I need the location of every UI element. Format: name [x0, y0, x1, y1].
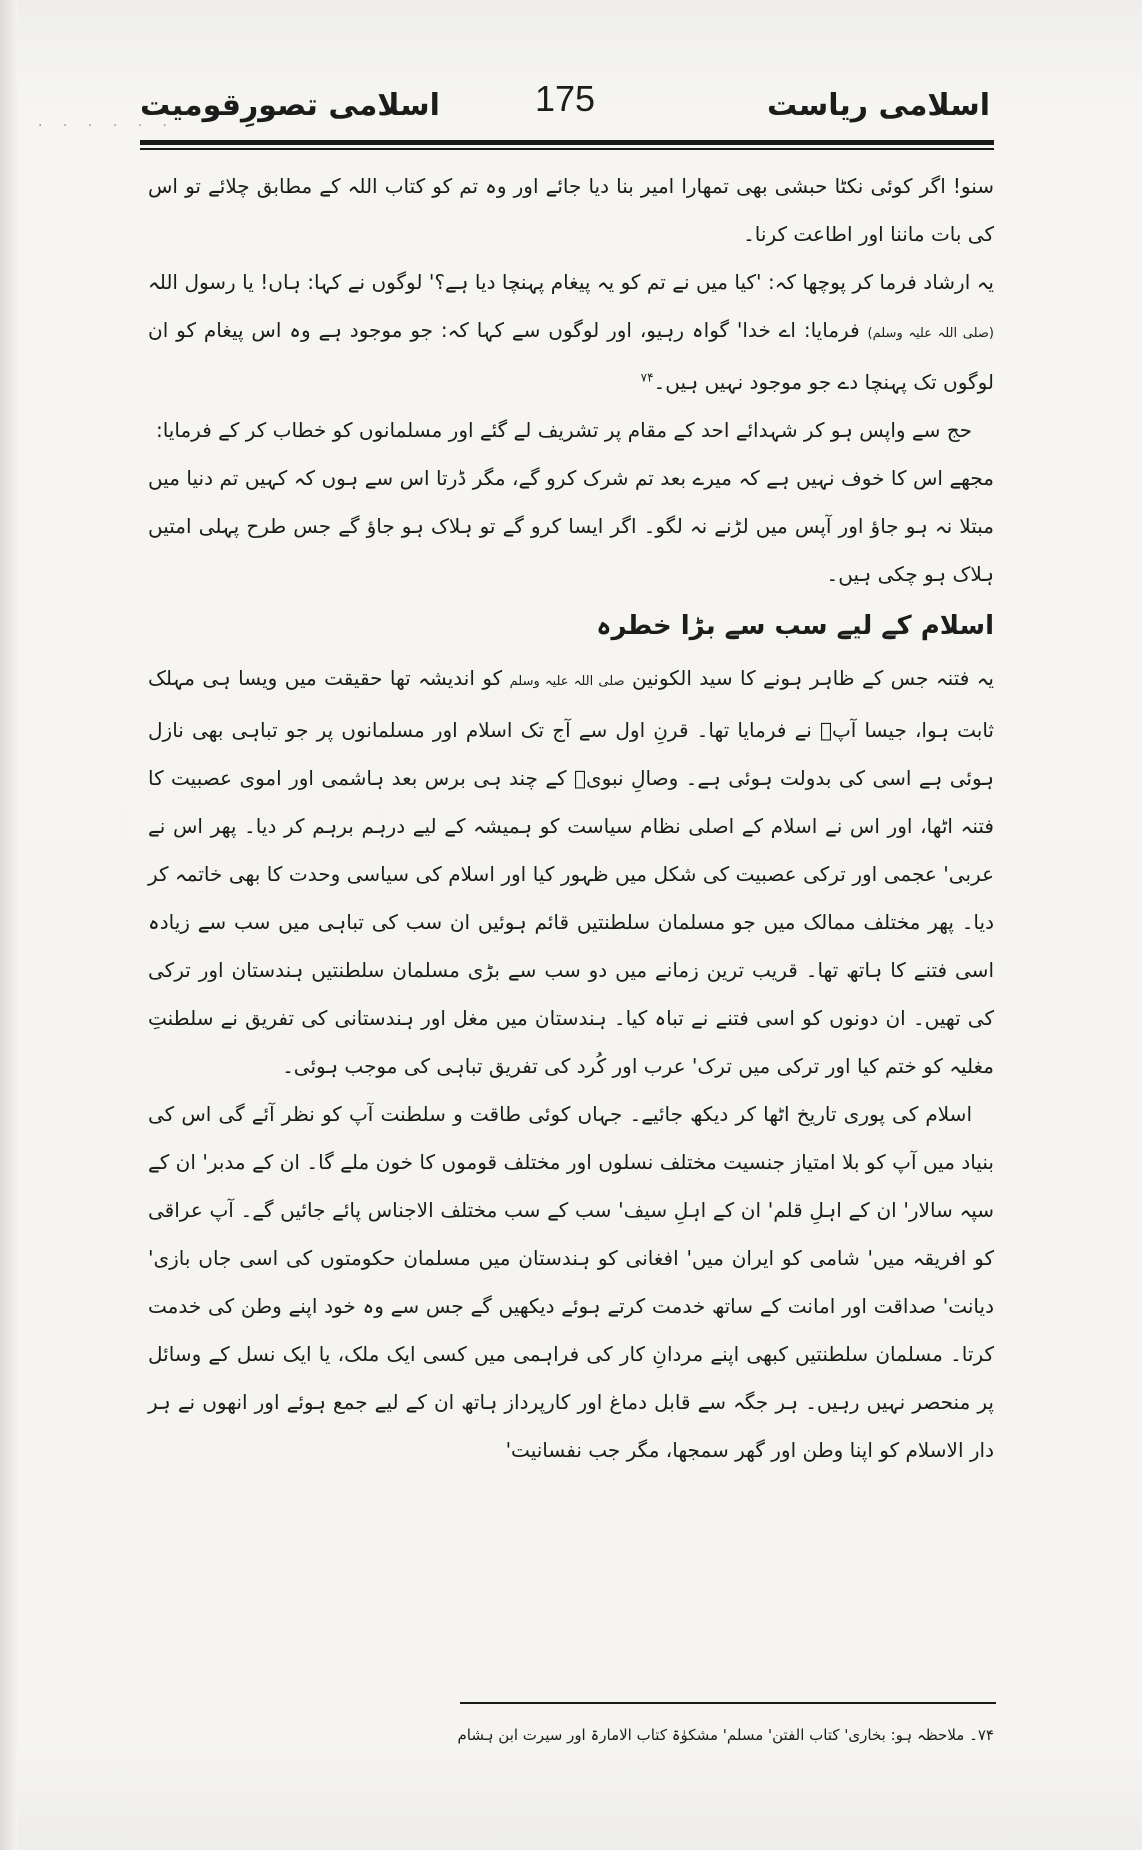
quoted-saying: مجھے اس کا خوف نہیں ہے کہ میرے بعد تم شرک کرو گے، مگر ڈرتا اس سے ہوں کہ کہیں تم دنیا میں مبتلا نہ ہو جاؤ اور آپس میں لڑنے نہ لگو۔ اگر ایسا کرو گے تو ہلاک ہو جاؤ گے جس طرح پہلی امتیں ہلاک ہو چکی ہیں۔ [148, 466, 995, 586]
bleed-through-dots: · · · · · · [38, 118, 175, 134]
paragraph-5-end: کو اندیشہ تھا حقیقت میں ویسا ہی مہلک ثابت ہوا، جیسا آپؐ نے فرمایا تھا۔ قرنِ اول سے آج تک اسلام اور مسلمانوں پر جو تباہی بھی نازل ہوئی ہے اسی کی بدولت ہوئی ہے۔ وصالِ نبویؐ کے چند ہی برس بعد ہاشمی اور اموی عصبیت کا فتنہ اٹھا، اور اس نے اسلام کے اصلی نظام سیاست کو ہمیشہ کے لیے درہم برہم کر دیا۔ پھر اس نے عربی' عجمی اور ترکی عصبیت کی شکل میں ظہور کیا اور اسلام کی سیاسی وحدت کا بھی خاتمہ کر دیا۔ پھر مختلف ممالک میں جو مسلمان سلطنتیں قائم ہوئیں ان سب کی تباہی میں سب سے زیادہ اسی فتنے کا ہاتھ تھا۔ قریب ترین زمانے میں دو سب سے بڑی مسلمان سلطنتیں ہندستان اور ترکی کی تھیں۔ ان دونوں کو اسی فتنے نے تباہ کیا۔ ہندستان میں مغل اور ہندستانی کی تفریق نے سلطنتِ مغلیہ کو ختم کیا اور ترکی میں ترک' عرب اور کُرد کی تفریق تباہی کی موجب ہوئی۔ [148, 666, 994, 1078]
book-title: اسلامی تصورِقومیت [140, 88, 440, 123]
scan-shadow-edge [0, 0, 18, 1850]
running-header [140, 78, 990, 138]
paragraph-6: اسلام کی پوری تاریخ اٹھا کر دیکھ جائیے۔ جہاں کوئی طاقت و سلطنت آپ کو نظر آئے گی اس کی بنیاد میں آپ کو بلا امتیاز جنسیت مختلف نسلوں اور مختلف قوموں کا خون ملے گا۔ ان کے مدبر' ان کے سپہ سالار' ان کے اہلِ قلم' ان کے اہلِ سیف' سب کے سب مختلف الاجناس پائے جائیں گے۔ آپ عراقی کو افریقہ میں' شامی کو ایران میں' افغانی کو ہندستان میں مسلمان حکومتوں کی اسی جاں بازی' دیانت' صداقت اور امانت کے ساتھ خدمت کرتے ہوئے دیکھیں گے جس سے وہ خود اپنے وطن کی خدمت کرتا۔ مسلمان سلطنتیں کبھی اپنے مردانِ کار کی فراہمی میں کسی ایک ملک، یا ایک نسل کے وسائل پر منحصر نہیں رہیں۔ ہر جگہ سے قابل دماغ اور کارپرداز ہاتھ ان کے لیے جمع ہوئے اور انھوں نے ہر دار الاسلام کو اپنا وطن اور گھر سمجھا، مگر جب نفسانیت' [148, 1102, 994, 1462]
footnote: ۷۴۔ ملاحظہ ہو: بخاری' کتاب الفتن' مسلم' مشکوٰۃ کتاب الامارۃ اور سیرت ابن ہشام [457, 1726, 994, 1744]
section-heading: اسلام کے لیے سب سے بڑا خطرہ [596, 611, 994, 641]
paragraph-1: سنو! اگر کوئی نکٹا حبشی بھی تمھارا امیر بنا دیا جائے اور وہ تم کو کتاب اللہ کے مطابق چلائے تو اس کی بات ماننا اور اطاعت کرنا۔ [148, 174, 994, 246]
body-text [148, 162, 994, 1474]
paragraph-2-end: فرمایا: اے خدا' گواہ رہیو، اور لوگوں سے کہا کہ: جو موجود ہے وہ اس پیغام کو ان لوگوں تک پہنچا دے جو موجود نہیں ہیں۔ [148, 318, 994, 394]
chapter-title: اسلامی ریاست [767, 88, 990, 123]
paragraph-2 [148, 258, 994, 406]
honorific: صلی اللہ علیہ وسلم [509, 674, 625, 689]
header-rule-thin [140, 148, 994, 150]
paragraph-2-start: یہ ارشاد فرما کر پوچھا کہ: 'کیا میں نے تم کو یہ پیغام پہنچا دیا ہے؟' لوگوں نے کہا: ہاں! یا رسول اللہ [148, 270, 994, 294]
footnote-marker: ۷۴ [640, 370, 654, 385]
page-number: 175 [534, 78, 596, 119]
paragraph-5-start: یہ فتنہ جس کے ظاہر ہونے کا سید الکونین [632, 666, 995, 690]
paragraph-3: حج سے واپس ہو کر شہدائے احد کے مقام پر تشریف لے گئے اور مسلمانوں کو خطاب کر کے فرمایا: [155, 418, 972, 442]
paragraph-5 [148, 654, 994, 1090]
honorific: (صلی اللہ علیہ وسلم) [867, 326, 994, 341]
header-rule-thick [140, 140, 994, 145]
footnote-rule [460, 1702, 996, 1704]
